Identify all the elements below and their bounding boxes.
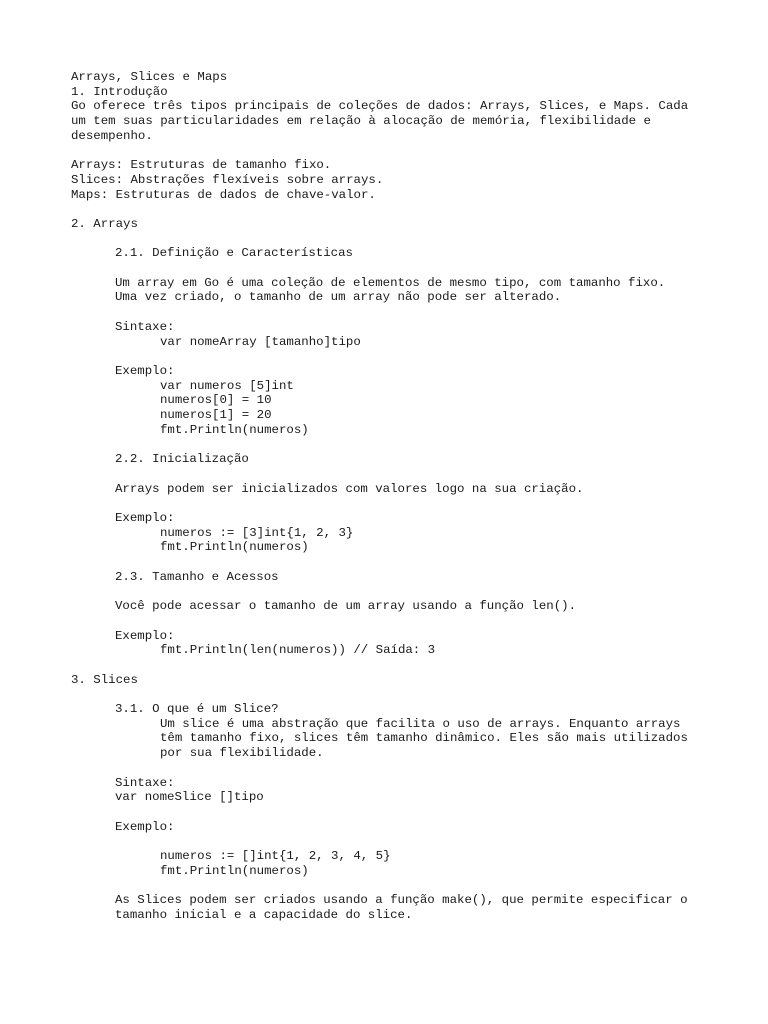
code-line: var nomeSlice []tipo xyxy=(115,790,264,805)
syntax-label: Sintaxe: xyxy=(115,775,175,790)
slice-paragraph-line: têm tamanho fixo, slices têm tamanho dinâmico. Eles são mais utilizados xyxy=(160,731,688,746)
initialization-paragraph: Arrays podem ser inicializados com valores logo na sua criação. xyxy=(115,481,584,496)
code-line: numeros := []int{1, 2, 3, 4, 5} xyxy=(160,849,391,863)
subsection-2-2-heading: 2.2. Inicialização xyxy=(115,452,249,467)
intro-paragraph-line: Go oferece três tipos principais de coleções de dados: Arrays, Slices, e Maps. Cada xyxy=(71,99,689,114)
section-1-heading: 1. Introdução xyxy=(71,84,168,99)
code-line: numeros[0] = 10 xyxy=(160,393,272,408)
summary-maps: Maps: Estruturas de dados de chave-valor. xyxy=(71,187,376,202)
make-paragraph-line: tamanho inicial e a capacidade do slice. xyxy=(115,907,413,922)
code-line: var numeros [5]int xyxy=(160,378,294,393)
document-page xyxy=(71,70,711,923)
example-label: Exemplo: xyxy=(115,628,175,643)
section-2-heading: 2. Arrays xyxy=(71,217,138,231)
definition-paragraph-line: Um array em Go é uma coleção de elementos de mesmo tipo, com tamanho fixo. xyxy=(115,275,666,290)
subsection-2-1-heading: 2.1. Definição e Características xyxy=(115,246,353,261)
example-label: Exemplo: xyxy=(115,510,175,525)
document-title: Arrays, Slices e Maps xyxy=(71,70,228,84)
subsection-3-1-heading: 3.1. O que é um Slice? xyxy=(115,702,279,717)
syntax-label: Sintaxe: xyxy=(115,319,175,334)
example-label: Exemplo: xyxy=(115,819,175,834)
code-line: fmt.Println(numeros) xyxy=(160,540,309,555)
code-line: fmt.Println(len(numeros)) // Saída: 3 xyxy=(160,643,436,658)
example-label: Exemplo: xyxy=(115,363,175,378)
summary-slices: Slices: Abstrações flexíveis sobre arrays. xyxy=(71,172,384,187)
code-line: var nomeArray [tamanho]tipo xyxy=(160,334,361,349)
make-paragraph-line: As Slices podem ser criados usando a função make(), que permite especificar o xyxy=(115,893,688,908)
intro-paragraph-line: um tem suas particularidades em relação à alocação de memória, flexibilidade e xyxy=(71,114,651,129)
slice-paragraph-line: por sua flexibilidade. xyxy=(160,746,324,761)
summary-arrays: Arrays: Estruturas de tamanho fixo. xyxy=(71,158,332,173)
subsection-2-3-heading: 2.3. Tamanho e Acessos xyxy=(115,569,279,584)
section-3-heading: 3. Slices xyxy=(71,672,138,687)
code-line: fmt.Println(numeros) xyxy=(160,863,309,878)
intro-paragraph-line: desempenho. xyxy=(71,128,153,143)
code-line: fmt.Println(numeros) xyxy=(160,422,309,437)
code-line: numeros[1] = 20 xyxy=(160,408,272,423)
length-paragraph: Você pode acessar o tamanho de um array usando a função len(). xyxy=(115,599,577,614)
slice-paragraph-line: Um slice é uma abstração que facilita o uso de arrays. Enquanto arrays xyxy=(160,716,681,731)
definition-paragraph-line: Uma vez criado, o tamanho de um array não pode ser alterado. xyxy=(115,290,562,305)
code-line: numeros := [3]int{1, 2, 3} xyxy=(160,525,354,540)
